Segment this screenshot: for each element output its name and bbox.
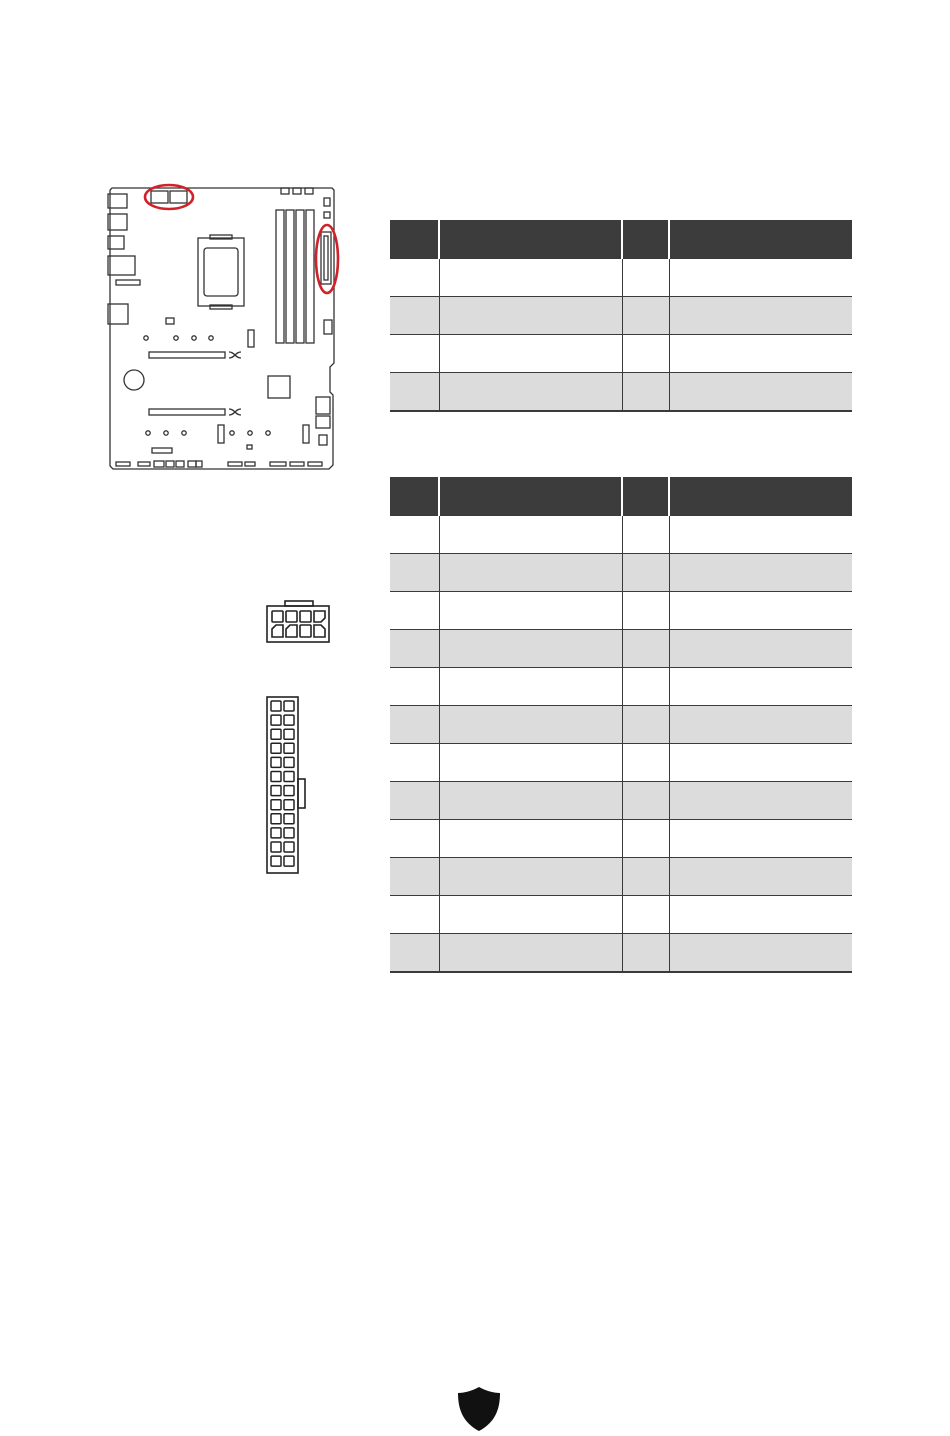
pin-number-cell — [390, 297, 439, 335]
pin-number-cell — [622, 896, 669, 934]
signal-name-cell — [439, 934, 622, 973]
signal-name-cell — [439, 516, 622, 554]
signal-name-cell — [669, 934, 852, 973]
signal-name-cell — [669, 896, 852, 934]
header-pin — [390, 477, 439, 516]
motherboard-diagram — [100, 180, 340, 475]
signal-name-cell — [669, 516, 852, 554]
table-row — [390, 858, 852, 896]
pin-number-cell — [390, 335, 439, 373]
pin-number-cell — [390, 668, 439, 706]
signal-name-cell — [439, 297, 622, 335]
connector-pin — [271, 729, 281, 739]
connector-pin — [271, 814, 281, 824]
signal-name-cell — [669, 858, 852, 896]
connector-pin — [284, 715, 294, 725]
pin-number-cell — [390, 373, 439, 412]
signal-name-cell — [669, 297, 852, 335]
signal-name-cell — [439, 373, 622, 412]
signal-name-cell — [439, 335, 622, 373]
signal-name-cell — [669, 744, 852, 782]
connector-pin — [284, 729, 294, 739]
pin-number-cell — [390, 782, 439, 820]
signal-name-cell — [439, 782, 622, 820]
pin-number-cell — [622, 373, 669, 412]
table-row — [390, 259, 852, 297]
signal-name-cell — [439, 259, 622, 297]
connector-pin — [271, 701, 281, 711]
pin-number-cell — [622, 782, 669, 820]
connector-pin — [271, 842, 281, 852]
pin-number-cell — [390, 516, 439, 554]
pin-number-cell — [622, 820, 669, 858]
header-signal — [669, 477, 852, 516]
pin-number-cell — [390, 259, 439, 297]
signal-name-cell — [669, 554, 852, 592]
signal-name-cell — [439, 554, 622, 592]
pin-number-cell — [390, 592, 439, 630]
signal-name-cell — [669, 373, 852, 412]
header-pin — [390, 220, 439, 259]
signal-name-cell — [439, 592, 622, 630]
signal-name-cell — [669, 706, 852, 744]
table-header-row — [390, 477, 852, 516]
signal-name-cell — [439, 744, 622, 782]
signal-name-cell — [669, 630, 852, 668]
connector-pin — [271, 856, 281, 866]
pin-table-small — [390, 220, 852, 412]
header-signal — [439, 477, 622, 516]
msi-shield-logo-icon — [456, 1385, 502, 1433]
table-row — [390, 516, 852, 554]
table-row — [390, 744, 852, 782]
header-signal — [439, 220, 622, 259]
pin-number-cell — [622, 744, 669, 782]
8-pin-power-connector-icon — [262, 596, 338, 648]
pin-number-cell — [622, 706, 669, 744]
pin-number-cell — [390, 820, 439, 858]
signal-name-cell — [439, 668, 622, 706]
connector-pin — [284, 800, 294, 810]
table-row — [390, 668, 852, 706]
pin-number-cell — [622, 630, 669, 668]
header-signal — [669, 220, 852, 259]
pin-number-cell — [390, 554, 439, 592]
connector-pin — [284, 757, 294, 767]
table-header-row — [390, 220, 852, 259]
pin-number-cell — [390, 896, 439, 934]
pin-number-cell — [622, 516, 669, 554]
connector-pin — [271, 786, 281, 796]
table-row — [390, 554, 852, 592]
table-row — [390, 820, 852, 858]
pin-number-cell — [622, 335, 669, 373]
pin-number-cell — [390, 858, 439, 896]
connector-pin — [271, 715, 281, 725]
pin-number-cell — [390, 744, 439, 782]
signal-name-cell — [439, 858, 622, 896]
table-row — [390, 782, 852, 820]
signal-name-cell — [669, 668, 852, 706]
table-row — [390, 934, 852, 973]
table-row — [390, 896, 852, 934]
connector-pin — [284, 772, 294, 782]
connector-pin — [284, 828, 294, 838]
connector-pin — [271, 757, 281, 767]
header-pin — [622, 477, 669, 516]
connector-pin — [271, 800, 281, 810]
connector-pin — [284, 814, 294, 824]
pin-number-cell — [390, 934, 439, 973]
connector-pin — [284, 856, 294, 866]
signal-name-cell — [439, 630, 622, 668]
connector-pin — [271, 772, 281, 782]
pin-number-cell — [622, 259, 669, 297]
signal-name-cell — [439, 706, 622, 744]
table-row — [390, 706, 852, 744]
table-row — [390, 297, 852, 335]
header-pin — [622, 220, 669, 259]
table-row — [390, 335, 852, 373]
pin-number-cell — [622, 554, 669, 592]
connector-pin — [271, 743, 281, 753]
signal-name-cell — [669, 782, 852, 820]
pin-number-cell — [622, 592, 669, 630]
pin-number-cell — [622, 858, 669, 896]
connector-pin — [284, 701, 294, 711]
table-row — [390, 592, 852, 630]
pin-number-cell — [390, 630, 439, 668]
table-row — [390, 373, 852, 412]
pin-number-cell — [622, 668, 669, 706]
24-pin-power-connector-icon — [262, 692, 314, 878]
pin-number-cell — [622, 934, 669, 973]
connector-pin — [284, 786, 294, 796]
connector-pin — [284, 842, 294, 852]
pin-number-cell — [390, 706, 439, 744]
signal-name-cell — [669, 820, 852, 858]
connector-pin — [271, 828, 281, 838]
signal-name-cell — [439, 896, 622, 934]
pin-table-large — [390, 477, 852, 973]
signal-name-cell — [439, 820, 622, 858]
connector-pin — [284, 743, 294, 753]
signal-name-cell — [669, 335, 852, 373]
table-row — [390, 630, 852, 668]
signal-name-cell — [669, 259, 852, 297]
signal-name-cell — [669, 592, 852, 630]
pin-number-cell — [622, 297, 669, 335]
